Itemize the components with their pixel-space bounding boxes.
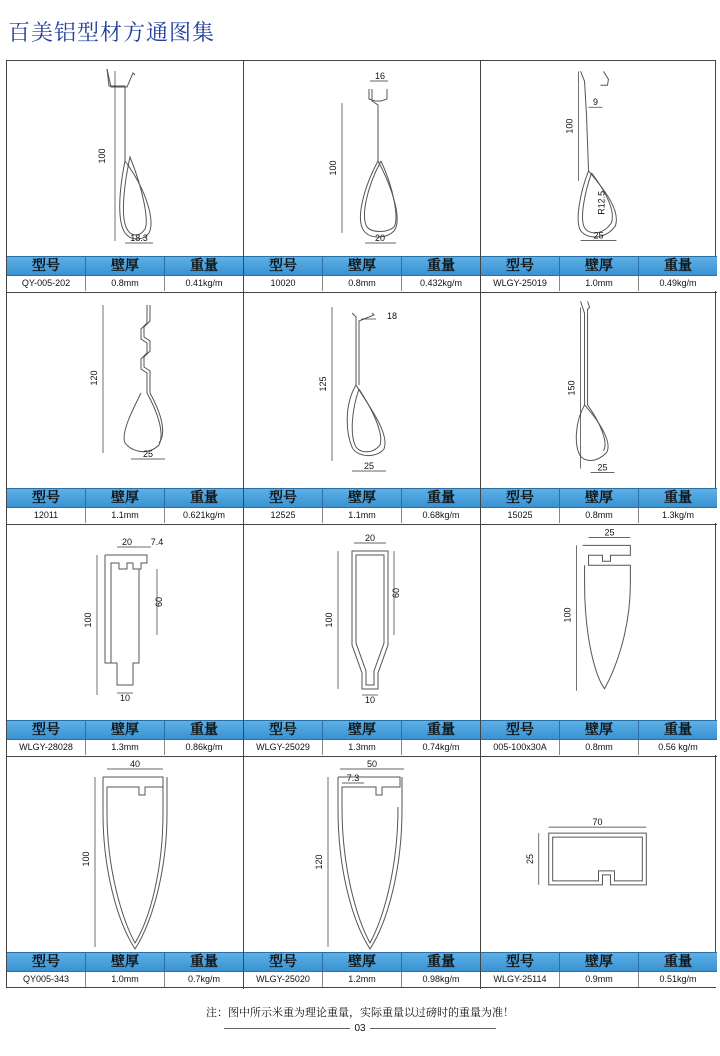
value-weight: 0.74kg/m xyxy=(422,742,460,752)
dimension-label: 120 xyxy=(314,854,324,870)
profile-drawing xyxy=(7,61,243,256)
header-wall: 壁厚 xyxy=(86,721,165,739)
profile-drawing xyxy=(481,525,717,720)
product-cell xyxy=(244,757,481,989)
header-wall: 壁厚 xyxy=(86,953,165,971)
value-model: WLGY-28028 xyxy=(7,740,86,755)
product-cell xyxy=(244,61,481,293)
header-weight: 重量 xyxy=(427,258,455,274)
header-model: 型号 xyxy=(7,489,86,507)
product-cell xyxy=(481,293,717,525)
spec-values xyxy=(7,276,243,291)
header-model: 型号 xyxy=(481,257,560,275)
product-cell xyxy=(7,293,244,525)
header-wall: 壁厚 xyxy=(560,953,639,971)
dimension-label: 25 xyxy=(604,527,615,538)
value-wall: 0.8mm xyxy=(560,740,639,755)
product-cell xyxy=(7,61,244,293)
value-weight: 0.86kg/m xyxy=(185,742,223,752)
value-model: WLGY-25019 xyxy=(481,276,560,291)
page-title: 百美铝型材方通图集 xyxy=(8,21,216,46)
value-weight: 0.432kg/m xyxy=(419,278,463,288)
value-weight: 0.56 kg/m xyxy=(658,742,698,752)
dimension-label: 18.3 xyxy=(130,233,148,243)
header-wall: 壁厚 xyxy=(323,721,402,739)
profile-drawing xyxy=(7,525,243,720)
dimension-label: 60 xyxy=(391,587,401,599)
profile-grid xyxy=(6,60,716,988)
header-weight: 重量 xyxy=(190,258,218,274)
spec-values xyxy=(7,740,243,755)
header-weight: 重量 xyxy=(427,490,455,506)
profile-cross-section xyxy=(481,293,717,488)
spec-header xyxy=(244,488,480,508)
value-weight: 0.621kg/m xyxy=(182,510,226,520)
page-number: 03 xyxy=(354,1022,366,1034)
value-wall: 1.0mm xyxy=(86,972,165,987)
product-cell xyxy=(481,61,717,293)
spec-values xyxy=(481,508,717,523)
profile-cross-section xyxy=(7,293,244,488)
header-weight: 重量 xyxy=(427,954,455,970)
spec-header xyxy=(7,952,243,972)
dimension-label: 10 xyxy=(119,693,131,703)
footnote: 注：图中所示米重为理论重量，实际重量以过磅时的重量为准！ xyxy=(206,1006,514,1019)
dimension-label: 100 xyxy=(97,148,107,164)
dimension-label: 100 xyxy=(324,612,334,628)
header-wall: 壁厚 xyxy=(86,257,165,275)
profile-drawing xyxy=(481,757,717,952)
value-wall: 1.1mm xyxy=(323,508,402,523)
spec-values xyxy=(7,508,243,523)
value-wall: 0.8mm xyxy=(86,276,165,291)
dimension-label: 25 xyxy=(363,461,375,471)
profile-drawing xyxy=(7,293,243,488)
header-wall: 壁厚 xyxy=(560,489,639,507)
header-weight: 重量 xyxy=(190,490,218,506)
profile-cross-section xyxy=(7,61,244,256)
header-weight: 重量 xyxy=(664,954,692,970)
divider-right xyxy=(370,1028,496,1029)
profile-drawing xyxy=(7,757,243,952)
profile-cross-section xyxy=(481,757,717,952)
dimension-label: 120 xyxy=(89,370,99,386)
dimension-label: 25 xyxy=(597,462,608,473)
header-model: 型号 xyxy=(244,489,323,507)
value-model: QY005-343 xyxy=(7,972,86,987)
value-model: WLGY-25114 xyxy=(481,972,560,987)
header-wall: 壁厚 xyxy=(323,489,402,507)
spec-header xyxy=(481,720,717,740)
header-model: 型号 xyxy=(7,953,86,971)
value-weight: 0.7kg/m xyxy=(187,974,220,984)
header-weight: 重量 xyxy=(427,722,455,738)
header-model: 型号 xyxy=(244,721,323,739)
value-weight: 1.3kg/m xyxy=(661,510,694,520)
dimension-label: R12.5 xyxy=(596,190,607,215)
dimension-label: 25 xyxy=(593,230,604,241)
header-weight: 重量 xyxy=(664,722,692,738)
value-model: 12525 xyxy=(244,508,323,523)
profile-cross-section xyxy=(244,61,481,256)
spec-header xyxy=(481,952,717,972)
value-model: 005-100x30A xyxy=(481,740,560,755)
dimension-label: 20 xyxy=(364,533,376,543)
spec-header xyxy=(7,488,243,508)
product-cell xyxy=(244,525,481,757)
value-weight: 0.68kg/m xyxy=(422,510,460,520)
value-wall: 1.2mm xyxy=(323,972,402,987)
product-cell xyxy=(481,757,717,989)
profile-cross-section xyxy=(244,293,481,488)
header-wall: 壁厚 xyxy=(560,257,639,275)
profile-cross-section xyxy=(244,757,481,952)
dimension-label: 20 xyxy=(374,233,386,243)
spec-header xyxy=(244,256,480,276)
profile-drawing xyxy=(244,757,480,952)
value-model: 12011 xyxy=(7,508,86,523)
value-wall: 0.8mm xyxy=(560,508,639,523)
spec-values xyxy=(481,972,717,987)
profile-cross-section xyxy=(244,525,481,720)
value-wall: 0.8mm xyxy=(323,276,402,291)
dimension-label: 40 xyxy=(129,759,141,769)
value-weight: 0.41kg/m xyxy=(185,278,223,288)
value-model: 15025 xyxy=(481,508,560,523)
spec-values xyxy=(244,276,480,291)
header-weight: 重量 xyxy=(664,490,692,506)
value-model: QY-005-202 xyxy=(7,276,86,291)
header-model: 型号 xyxy=(244,257,323,275)
value-weight: 0.98kg/m xyxy=(422,974,460,984)
dimension-label: 100 xyxy=(81,851,91,867)
product-cell xyxy=(7,525,244,757)
dimension-label: 7.3 xyxy=(346,773,360,783)
dimension-label: 25 xyxy=(142,449,154,459)
value-model: 10020 xyxy=(244,276,323,291)
spec-header xyxy=(481,256,717,276)
page-number-line xyxy=(224,1021,496,1035)
header-model: 型号 xyxy=(481,953,560,971)
spec-header xyxy=(244,720,480,740)
dimension-label: 100 xyxy=(564,118,575,134)
header-wall: 壁厚 xyxy=(86,489,165,507)
dimension-label: 60 xyxy=(154,596,164,608)
value-model: WLGY-25020 xyxy=(244,972,323,987)
dimension-label: 16 xyxy=(374,71,386,81)
header-weight: 重量 xyxy=(190,722,218,738)
spec-values xyxy=(7,972,243,987)
value-weight: 0.51kg/m xyxy=(659,974,697,984)
dimension-label: 20 xyxy=(121,537,133,547)
header-weight: 重量 xyxy=(664,258,692,274)
header-weight: 重量 xyxy=(190,954,218,970)
spec-values xyxy=(244,972,480,987)
dimension-label: 100 xyxy=(83,612,93,628)
spec-header xyxy=(7,720,243,740)
dimension-label: 150 xyxy=(566,380,577,396)
spec-values xyxy=(481,740,717,755)
profile-drawing xyxy=(244,525,480,720)
value-wall: 0.9mm xyxy=(560,972,639,987)
dimension-label: 125 xyxy=(318,376,328,392)
value-wall: 1.3mm xyxy=(86,740,165,755)
dimension-label: 25 xyxy=(524,853,535,864)
spec-values xyxy=(244,740,480,755)
header-model: 型号 xyxy=(7,257,86,275)
product-cell xyxy=(7,757,244,989)
header-model: 型号 xyxy=(481,489,560,507)
profile-cross-section xyxy=(481,61,717,256)
dimension-label: 7.4 xyxy=(150,537,164,547)
header-wall: 壁厚 xyxy=(323,257,402,275)
dimension-label: 50 xyxy=(366,759,378,769)
product-cell xyxy=(244,293,481,525)
divider-left xyxy=(224,1028,350,1029)
value-wall: 1.1mm xyxy=(86,508,165,523)
profile-cross-section xyxy=(481,525,717,720)
profile-drawing xyxy=(244,293,480,488)
dimension-label: 100 xyxy=(562,607,573,623)
spec-header xyxy=(244,952,480,972)
value-model: WLGY-25029 xyxy=(244,740,323,755)
dimension-label: 9 xyxy=(593,97,599,108)
profile-drawing xyxy=(481,61,717,256)
spec-values xyxy=(481,276,717,291)
spec-header xyxy=(481,488,717,508)
header-model: 型号 xyxy=(481,721,560,739)
profile-drawing xyxy=(481,293,717,488)
value-wall: 1.0mm xyxy=(560,276,639,291)
profile-drawing xyxy=(244,61,480,256)
spec-values xyxy=(244,508,480,523)
value-wall: 1.3mm xyxy=(323,740,402,755)
profile-cross-section xyxy=(7,757,244,952)
dimension-label: 70 xyxy=(592,817,603,828)
profile-cross-section xyxy=(7,525,244,720)
header-wall: 壁厚 xyxy=(323,953,402,971)
value-weight: 0.49kg/m xyxy=(659,278,697,288)
header-model: 型号 xyxy=(244,953,323,971)
header-wall: 壁厚 xyxy=(560,721,639,739)
dimension-label: 100 xyxy=(328,160,338,176)
header-model: 型号 xyxy=(7,721,86,739)
dimension-label: 10 xyxy=(364,695,376,705)
product-cell xyxy=(481,525,717,757)
dimension-label: 18 xyxy=(386,311,398,321)
spec-header xyxy=(7,256,243,276)
